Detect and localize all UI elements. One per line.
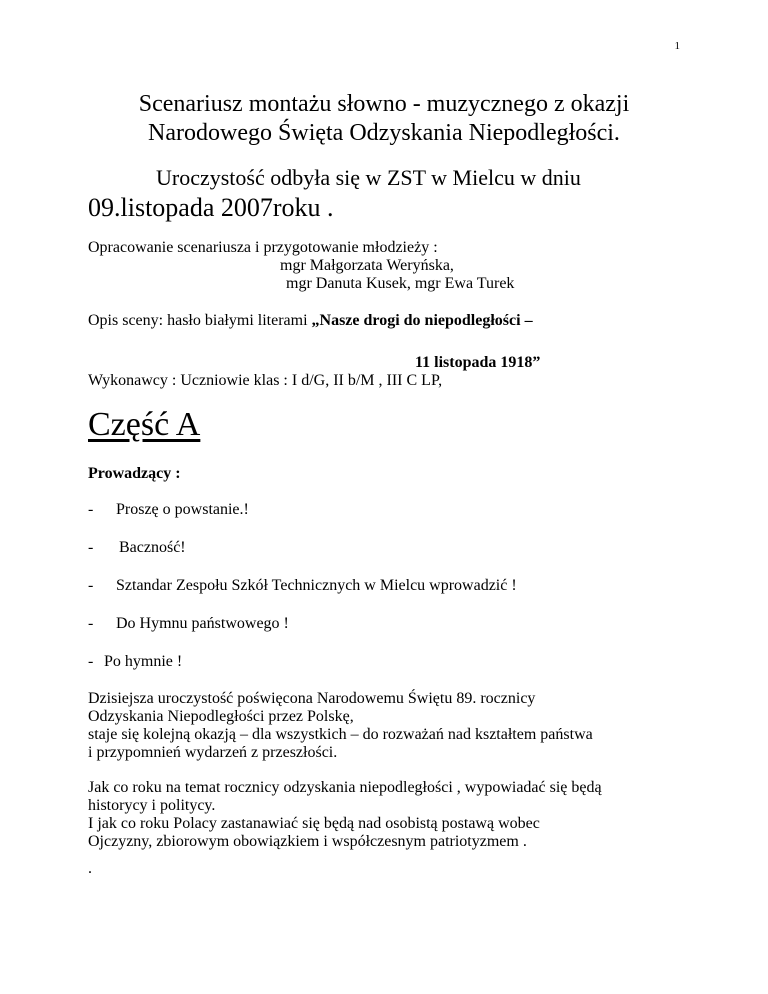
scene-slogan-date: 11 listopada 1918”: [415, 354, 541, 371]
occasion-date: 09.listopada 2007roku .: [88, 193, 334, 222]
paragraph-reflection: [88, 779, 602, 851]
command-dash: -: [88, 501, 94, 518]
command-text: Baczność!: [119, 539, 186, 556]
command-item: [88, 653, 182, 671]
paragraph-line: staje się kolejną okazją – dla wszystkich – do rozważań nad kształtem państwa: [88, 726, 593, 743]
command-item: [88, 501, 249, 519]
command-text: Po hymnie !: [104, 653, 183, 670]
performers: Wykonawcy : Uczniowie klas : I d/G, II b/M , III C LP,: [88, 372, 443, 389]
command-text: Proszę o powstanie.!: [116, 501, 249, 518]
scene-description: [88, 312, 533, 330]
paragraph-line: Dzisiejsza uroczystość poświęcona Narodowemu Świętu 89. rocznicy: [88, 690, 536, 707]
document-title-line-2: Narodowego Święta Odzyskania Niepodległości.: [148, 120, 620, 146]
scene-label: Opis sceny: hasło białymi literami: [88, 312, 312, 329]
command-text: Do Hymnu państwowego !: [116, 615, 289, 632]
paragraph-line: historycy i politycy.: [88, 797, 216, 814]
scene-slogan: „Nasze drogi do niepodległości –: [311, 312, 533, 329]
author-line-2: mgr Danuta Kusek, mgr Ewa Turek: [286, 275, 515, 292]
occasion-line-1: Uroczystość odbyła się w ZST w Mielcu w dniu: [156, 165, 581, 190]
command-item: [88, 539, 186, 557]
document-title-line-1: Scenariusz montażu słowno - muzycznego z okazji: [138, 91, 630, 117]
preparation-label: Opracowanie scenariusza i przygotowanie młodzieży :: [88, 239, 438, 256]
paragraph-line: Jak co roku na temat rocznicy odzyskania niepodległości , wypowiadać się będą: [88, 779, 602, 796]
page-number: 1: [674, 40, 680, 52]
command-dash: -: [88, 539, 94, 556]
part-heading: Część A: [88, 406, 201, 443]
paragraph-line: I jak co roku Polacy zastanawiać się będą nad osobistą postawą wobec: [88, 815, 540, 832]
leader-label: Prowadzący :: [88, 465, 181, 482]
command-item: [88, 577, 517, 595]
command-item: [88, 615, 289, 633]
command-dash: -: [88, 615, 94, 632]
command-text: Sztandar Zespołu Szkół Technicznych w Mielcu wprowadzić !: [116, 577, 517, 594]
paragraph-line: i przypomnień wydarzeń z przeszłości.: [88, 744, 338, 761]
trailing-mark: .: [88, 860, 92, 877]
paragraph-line: Odzyskania Niepodległości przez Polskę,: [88, 708, 354, 725]
command-dash: -: [88, 577, 94, 594]
command-dash: -: [88, 653, 94, 670]
paragraph-line: Ojczyzny, zbiorowym obowiązkiem i współczesnym patriotyzmem .: [88, 833, 527, 850]
paragraph-intro: [88, 690, 593, 762]
author-line-1: mgr Małgorzata Weryńska,: [280, 257, 454, 274]
